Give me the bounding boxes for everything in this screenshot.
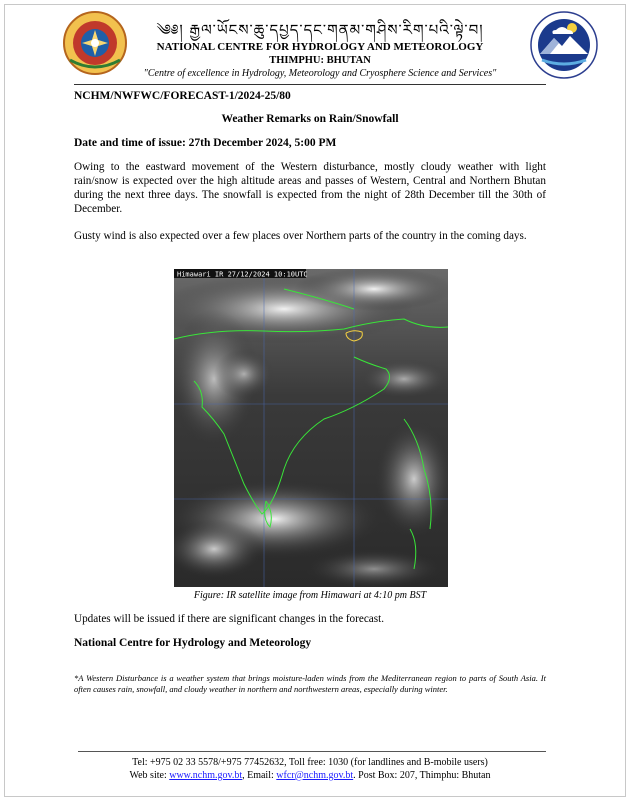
wind-paragraph: Gusty wind is also expected over a few places over Northern parts of the country in the coming days.: [74, 230, 527, 242]
header-divider: [74, 84, 546, 85]
email-prefix: , Email:: [242, 769, 277, 781]
satellite-image-label: Himawari IR 27/12/2024 10:10UTC: [177, 270, 308, 279]
footer-contact: [74, 757, 546, 782]
footnote: *A Western Disturbance is a weather system that brings moisture-laden winds from the Mediterranean region to parts of South Asia. It often causes rain, snowfall, and cloudy weather in northern and northwestern areas, especially during winter.: [74, 673, 546, 694]
email-link[interactable]: wfcr@nchm.gov.bt: [276, 769, 354, 781]
footer-tel: Tel: +975 02 33 5578/+975 77452632, Toll free: 1030 (for landlines and B-mobile users): [132, 757, 488, 768]
dzongkha-title: ༄༅། རྒྱལ་ཡོངས་ཆུ་དཔྱད་དང་གནམ་གཤིས་རིག་པའི་ལྟེ་བ།: [156, 21, 484, 39]
organization-motto: "Centre of excellence in Hydrology, Meteorology and Cryosphere Science and Services": [143, 68, 497, 79]
postbox-text: . Post Box: 207, Thimphu: Bhutan: [353, 769, 491, 781]
forecast-paragraph: Owing to the eastward movement of the Western disturbance, mostly cloudy weather with light rain/snow is expected over the high altitude areas and passes of Western, Central and Northern Bhutan during the next three days. The snowfall is expected from the night of 28th December till the 30th of December.: [74, 161, 546, 215]
organization-name: NATIONAL CENTRE FOR HYDROLOGY AND METEOROLOGY: [156, 41, 484, 53]
issue-date: Date and time of issue: 27th December 2024, 5:00 PM: [74, 137, 337, 149]
updates-note: Updates will be issued if there are significant changes in the forecast.: [74, 613, 385, 625]
royal-emblem-icon: [62, 10, 128, 76]
satellite-image: [174, 269, 448, 587]
organization-location: THIMPHU: BHUTAN: [269, 55, 371, 66]
signoff: National Centre for Hydrology and Meteorology: [74, 637, 312, 649]
web-prefix: Web site:: [129, 769, 170, 781]
forecast-reference: NCHM/NWFWC/FORECAST-1/2024-25/80: [74, 90, 291, 102]
website-link[interactable]: www.nchm.gov.bt: [169, 769, 243, 781]
footer-web-line: [74, 770, 546, 783]
document-title: Weather Remarks on Rain/Snowfall: [221, 113, 399, 125]
nchm-logo-icon: [526, 10, 602, 80]
figure-caption: Figure: IR satellite image from Himawari at 4:10 pm BST: [193, 590, 427, 601]
footer-divider: [78, 751, 546, 752]
